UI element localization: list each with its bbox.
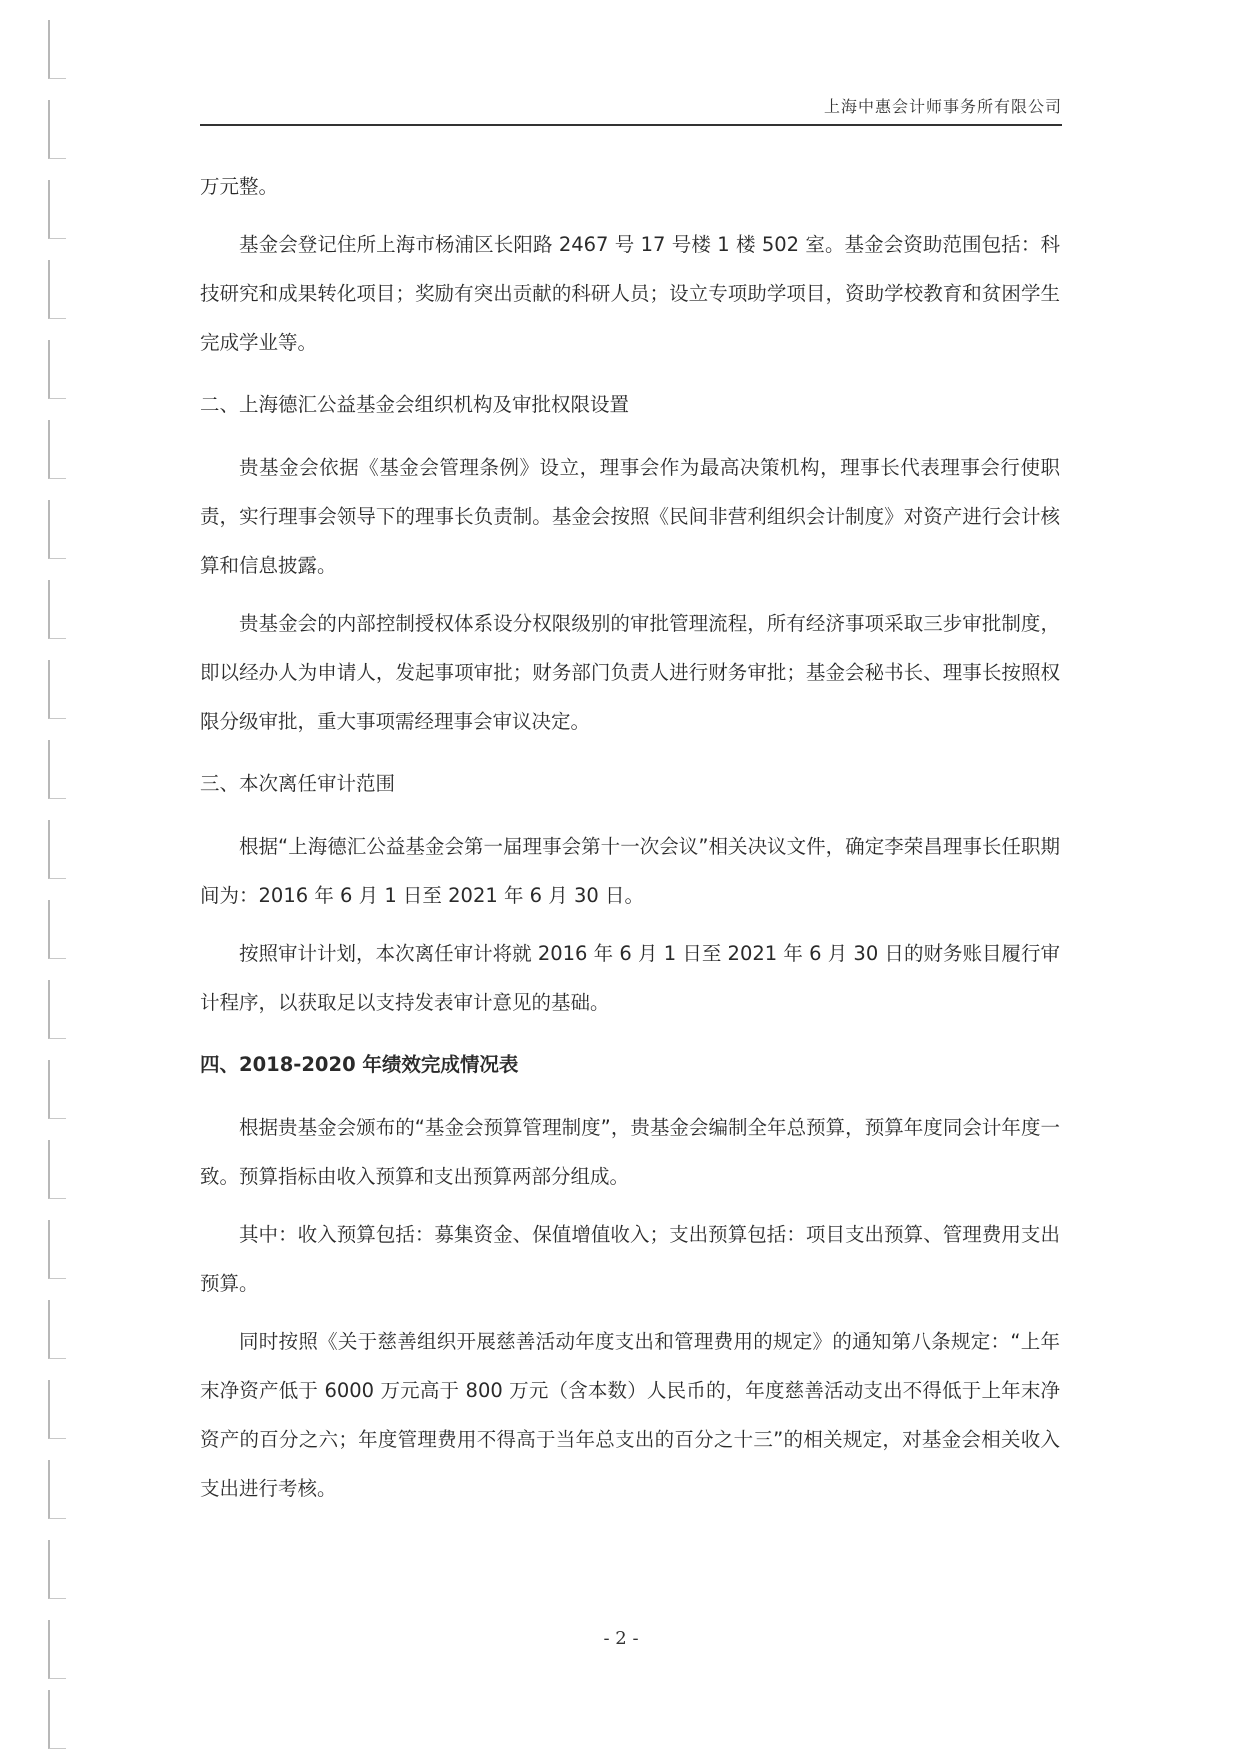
section-heading-audit-scope: 三、本次离任审计范围 bbox=[200, 772, 396, 795]
binding-mark bbox=[48, 500, 66, 559]
binding-mark bbox=[48, 1690, 66, 1749]
section-heading-performance: 四、2018-2020 年绩效完成情况表 bbox=[200, 1053, 519, 1076]
budget-system-paragraph: 根据贵基金会颁布的“基金会预算管理制度”，贵基金会编制全年总预算，预算年度同会计年度一致。预算指标由收入预算和支出预算两部分组成。 bbox=[200, 1116, 1060, 1188]
binding-mark bbox=[48, 980, 66, 1039]
audit-plan-paragraph: 按照审计计划，本次离任审计将就 2016 年 6 月 1 日至 2021 年 6 月 30 日的财务账目履行审计程序，以获取足以支持发表审计意见的基础。 bbox=[200, 942, 1060, 1014]
binding-mark bbox=[48, 180, 66, 239]
binding-edge-marks bbox=[36, 0, 66, 1755]
binding-mark bbox=[48, 580, 66, 639]
binding-mark bbox=[48, 1540, 66, 1599]
document-body bbox=[200, 162, 1060, 1522]
binding-mark bbox=[48, 1220, 66, 1279]
organization-paragraph: 贵基金会依据《基金会管理条例》设立，理事会作为最高决策机构，理事长代表理事会行使职责，实行理事会领导下的理事长负责制。基金会按照《民间非营利组织会计制度》对资产进行会计核算和信息披露。 bbox=[200, 456, 1060, 577]
regulation-paragraph: 同时按照《关于慈善组织开展慈善活动年度支出和管理费用的规定》的通知第八条规定：“上年末净资产低于 6000 万元高于 800 万元（含本数）人民币的，年度慈善活动支出不得低于上年末净资产的百分之六；年度管理费用不得高于当年总支出的百分之十三”的相关规定，对基金会相关收入支出进行考核。 bbox=[200, 1330, 1060, 1500]
binding-mark bbox=[48, 260, 66, 319]
binding-mark bbox=[48, 900, 66, 959]
continuation-paragraph: 万元整。 bbox=[200, 175, 279, 198]
binding-mark bbox=[48, 740, 66, 799]
binding-mark bbox=[48, 1060, 66, 1119]
binding-mark bbox=[48, 100, 66, 159]
binding-mark bbox=[48, 820, 66, 879]
binding-mark bbox=[48, 420, 66, 479]
binding-mark bbox=[48, 20, 66, 79]
tenure-paragraph: 根据“上海德汇公益基金会第一届理事会第十一次会议”相关决议文件，确定李荣昌理事长任职期间为：2016 年 6 月 1 日至 2021 年 6 月 30 日。 bbox=[200, 835, 1060, 907]
header-company-name: 上海中惠会计师事务所有限公司 bbox=[823, 97, 1062, 116]
binding-mark bbox=[48, 1300, 66, 1359]
page-number: - 2 - bbox=[603, 1628, 639, 1649]
binding-mark bbox=[48, 660, 66, 719]
page-header bbox=[200, 92, 1062, 126]
binding-mark bbox=[48, 1460, 66, 1519]
binding-mark bbox=[48, 1380, 66, 1439]
section-heading-organization: 二、上海德汇公益基金会组织机构及审批权限设置 bbox=[200, 393, 630, 416]
budget-items-paragraph: 其中：收入预算包括：募集资金、保值增值收入；支出预算包括：项目支出预算、管理费用支出预算。 bbox=[200, 1223, 1060, 1295]
approval-paragraph: 贵基金会的内部控制授权体系设分权限级别的审批管理流程，所有经济事项采取三步审批制度，即以经办人为申请人，发起事项审批；财务部门负责人进行财务审批；基金会秘书长、理事长按照权限分级审批，重大事项需经理事会审议决定。 bbox=[200, 612, 1060, 733]
binding-mark bbox=[48, 1140, 66, 1199]
registration-paragraph: 基金会登记住所上海市杨浦区长阳路 2467 号 17 号楼 1 楼 502 室。基金会资助范围包括：科技研究和成果转化项目；奖励有突出贡献的科研人员；设立专项助学项目，资助学校教育和贫困学生完成学业等。 bbox=[200, 233, 1060, 354]
binding-mark bbox=[48, 340, 66, 399]
